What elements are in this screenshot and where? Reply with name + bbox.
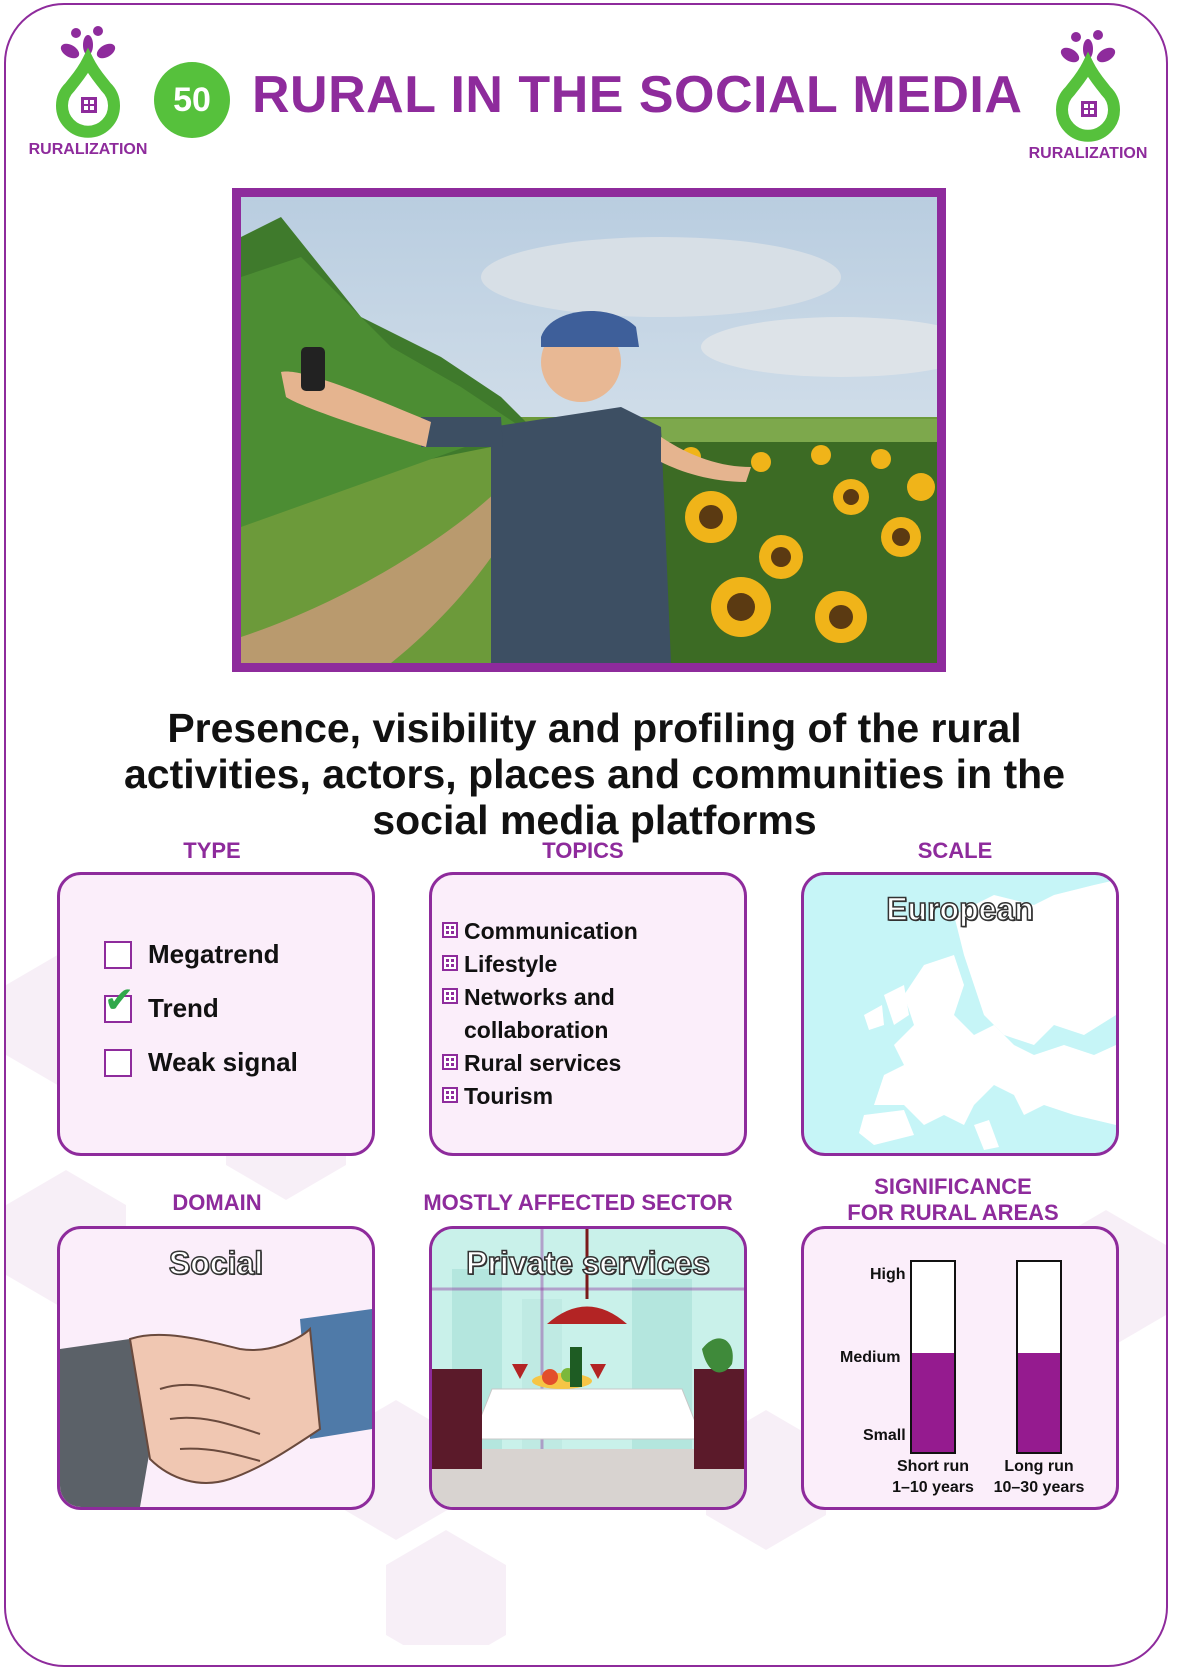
sector-heading: MOSTLY AFFECTED SECTOR: [423, 1190, 733, 1215]
list-item: [442, 981, 644, 1047]
grid-bullet-icon: [442, 955, 458, 971]
significance-heading-line1: SIGNIFICANCE: [874, 1174, 1032, 1199]
scale-value: European: [886, 891, 1034, 927]
long-run-label: [984, 1456, 1094, 1498]
type-box: [57, 872, 375, 1156]
topics-heading: TOPICS: [542, 838, 624, 863]
short-run-years: 1–10 years: [892, 1479, 974, 1496]
list-item: [442, 948, 644, 981]
checkbox-checked-icon[interactable]: [104, 979, 135, 1023]
ruralization-logo-left: [18, 21, 158, 171]
hero-photo: [232, 188, 946, 672]
list-item: [442, 915, 644, 948]
card-number-badge: 50: [154, 62, 230, 138]
significance-heading: [788, 1174, 1118, 1226]
topic-label: Networks and collaboration: [464, 984, 615, 1043]
bar-long-run: [1016, 1260, 1062, 1454]
logo-right-label: RURALIZATION: [1028, 145, 1148, 162]
level-medium-label: Medium: [840, 1349, 901, 1366]
topic-label: Communication: [464, 918, 638, 944]
sector-box: [429, 1226, 747, 1510]
long-run-years: 10–30 years: [993, 1479, 1085, 1496]
topic-label: Tourism: [464, 1083, 554, 1109]
page-title: RURAL IN THE SOCIAL MEDIA: [252, 66, 1023, 124]
trend-card: [4, 3, 1168, 1667]
sector-value: Private services: [466, 1245, 710, 1281]
bar-short-run-fill: [912, 1353, 954, 1452]
level-high-label: High: [870, 1266, 906, 1283]
checkbox-icon[interactable]: [104, 941, 132, 969]
type-option-weak-signal[interactable]: [104, 1047, 298, 1078]
bar-long-run-fill: [1018, 1353, 1060, 1452]
checkbox-icon[interactable]: [104, 1049, 132, 1077]
domain-heading: DOMAIN: [172, 1190, 262, 1215]
list-item: [442, 1080, 644, 1113]
scale-heading: SCALE: [917, 838, 993, 863]
ruralization-logo-right: [1018, 25, 1158, 175]
grid-bullet-icon: [442, 1054, 458, 1070]
topic-label: Rural services: [464, 1050, 622, 1076]
short-run-title: Short run: [897, 1458, 969, 1475]
type-option-label: Weak signal: [148, 1047, 298, 1077]
domain-value: Social: [168, 1245, 264, 1281]
scale-box: [801, 872, 1119, 1156]
level-small-label: Small: [863, 1427, 906, 1444]
grid-bullet-icon: [442, 922, 458, 938]
topics-box: [429, 872, 747, 1156]
topics-list: [442, 915, 644, 1113]
significance-heading-line2: FOR RURAL AREAS: [847, 1200, 1059, 1225]
grid-bullet-icon: [442, 1087, 458, 1103]
short-run-label: [878, 1456, 988, 1498]
logo-left-label: RURALIZATION: [28, 141, 148, 158]
sprout-house-icon: [1018, 25, 1158, 143]
type-heading: TYPE: [183, 838, 241, 863]
type-option-label: Trend: [148, 993, 219, 1023]
sprout-house-icon: [18, 21, 158, 139]
long-run-title: Long run: [1004, 1458, 1074, 1475]
checkmark-icon: ✔: [104, 979, 135, 1021]
domain-box: [57, 1226, 375, 1510]
grid-bullet-icon: [442, 988, 458, 1004]
type-option-label: Megatrend: [148, 939, 280, 969]
list-item: [442, 1047, 644, 1080]
significance-chart: [801, 1226, 1119, 1510]
topic-label: Lifestyle: [464, 951, 558, 977]
type-option-megatrend[interactable]: [104, 939, 279, 970]
bar-short-run: [910, 1260, 956, 1454]
type-option-trend[interactable]: [104, 979, 219, 1024]
trend-description: Presence, visibility and profiling of the rural activities, actors, places and communities in the social media platforms: [123, 705, 1066, 843]
